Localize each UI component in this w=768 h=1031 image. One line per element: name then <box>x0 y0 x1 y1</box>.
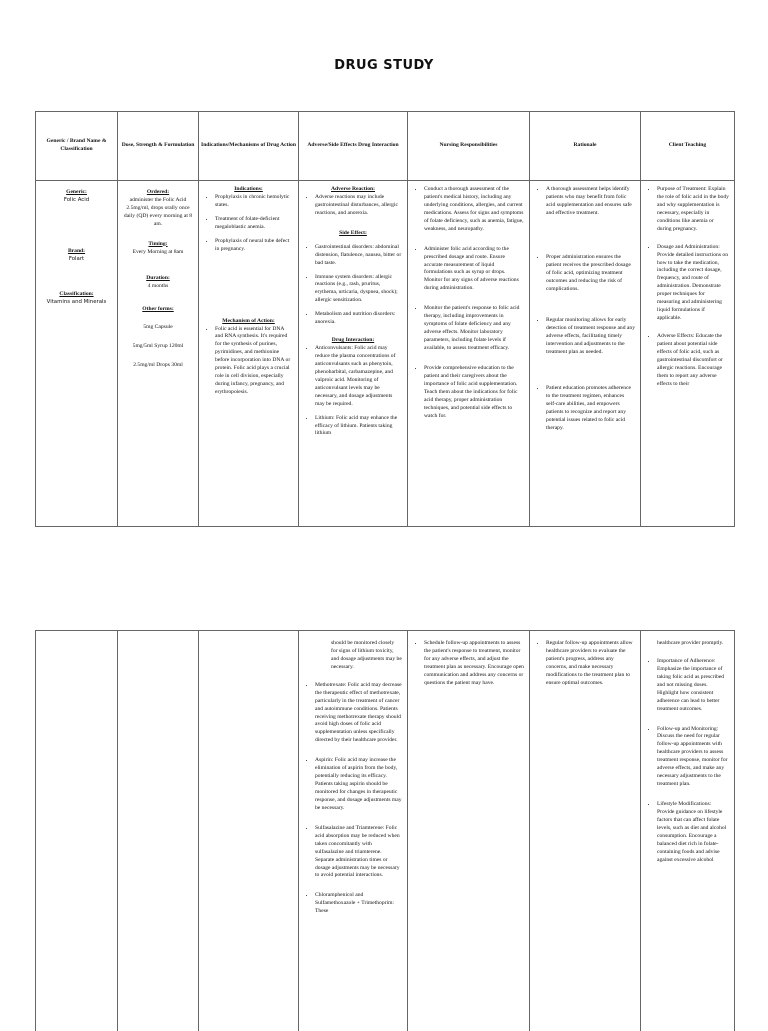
list-item: • Regular monitoring allows for early detection of treatment response and any adverse effects, facilitating timely intervention and adjustments to the treatment plan as needed. <box>546 317 635 357</box>
header-indications: Indications/Mechanisms of Drug Action <box>199 112 299 181</box>
cell-generic <box>36 181 118 527</box>
classification-value: Vitamins and Minerals <box>47 299 107 305</box>
list-item: • Chloramphenicol and Sulfamethoxazole + Trimethoprim: These <box>315 892 402 916</box>
list-item: • Conduct a thorough assessment of the patient's medical history, including any underlying conditions, allergies, and current medications. Assess for signs and symptoms of folate deficiency, such as anemia, fatigue, weakness, and neuropathy. <box>424 186 524 234</box>
list-item: • Monitor the patient's response to folic acid therapy, including improvements in symptoms of folate deficiency and any adverse effects. Monitor laboratory parameters, including folate levels if available, to assess treatment efficacy. <box>424 305 524 353</box>
form-item: 5mg Capsule <box>123 324 193 332</box>
list-item: • Purpose of Treatment: Explain the role of folic acid in the body and why supplementation is necessary, especially in conditions like anemia or during pregnancy. <box>657 186 729 234</box>
header-rationale: Rationale <box>530 112 641 181</box>
list-item: • Dosage and Administration: Provide detailed instructions on how to take the medication, including the correct dosage, frequency, and route of administration. Demonstrate proper techniques for measuring and administering liquid formulations if applicable. <box>657 244 729 323</box>
cell-rationale <box>530 181 641 527</box>
list-item: • Metabolism and nutrition disorders: anorexia. <box>315 311 402 327</box>
cell-dose <box>118 181 199 527</box>
side-effect-label: Side Effect: <box>304 230 402 238</box>
list-item: • Lifestyle Modifications: Provide guidance on lifestyle factors that can affect folate levels, such as diet and alcohol consumption. Encourage a balanced diet rich in folate-containing foods and advise against excessive alcohol <box>657 801 729 865</box>
header-generic: Generic / Brand Name & Classification <box>36 112 118 181</box>
cell-rationale <box>530 631 641 1031</box>
classification-label: Classification: <box>41 291 112 299</box>
list-item: • Anticonvulsants: Folic acid may reduce the plasma concentrations of anticonvulsants such as phenytoin, phenobarbital, carbamazepine, and valproic acid. Monitoring of anticonvulsant levels may be necessary, and dosage adjustments may be required. <box>315 345 402 409</box>
list-item: • Methotrexate: Folic acid may decrease the therapeutic effect of methotrexate, particularly in the treatment of cancer and autoimmune conditions. Patients receiving methotrexate therapy should avoid high doses of folic acid supplementation unless specifically directed by their healthcare provider. <box>315 682 402 746</box>
list-item: • Gastrointestinal disorders: abdominal distension, flatulence, nausea, bitter or bad taste. <box>315 244 402 268</box>
cell-client-teaching <box>641 181 735 527</box>
list-item: • Treatment of folate-deficient megaloblastic anemia. <box>215 216 293 232</box>
cell-dose <box>118 631 199 1031</box>
continued-text: should be monitored closely for signs of lithium toxicity, and dosage adjustments may be necessary. <box>304 640 402 672</box>
cell-nursing <box>408 181 530 527</box>
brand-label: Brand: <box>41 248 112 256</box>
other-forms-label: Other forms: <box>123 306 193 314</box>
timing-value: Every Morning at 8am <box>133 249 184 255</box>
cell-adverse <box>299 181 408 527</box>
list-item: • Prophylaxis in chronic hemolytic states. <box>215 194 293 210</box>
continued-text: healthcare provider promptly. <box>646 640 729 648</box>
adverse-label: Adverse Reaction: <box>304 186 402 194</box>
cell-generic <box>36 631 118 1031</box>
generic-label: Generic: <box>41 189 112 197</box>
list-item: • Administer folic acid according to the prescribed dosage and route. Ensure accurate measurement of liquid formulations such as syrup or drops. Monitor for any signs of adverse reactions during administration. <box>424 246 524 294</box>
form-item: 5mg/5ml Syrup 120ml <box>123 343 193 351</box>
cell-nursing <box>408 631 530 1031</box>
form-item: 2.5mg/ml Drops 30ml <box>123 362 193 370</box>
list-item: • Provide comprehensive education to the patient and their caregivers about the importance of folic acid supplementation. Teach them about the indications for folic acid therapy, proper administration techniques, and potential side effects to watch for. <box>424 365 524 421</box>
cell-indications <box>199 181 299 527</box>
brand-value: Folart <box>69 256 84 262</box>
cell-indications <box>199 631 299 1031</box>
cell-client-teaching <box>641 631 735 1031</box>
header-row <box>36 112 735 181</box>
page-title: DRUG STUDY <box>0 58 768 73</box>
timing-label: Timing: <box>123 241 193 249</box>
list-item: • Schedule follow-up appointments to assess the patient's response to treatment, monitor for any adverse effects, and adjust the treatment plan as necessary. Encourage open communication and address any concerns or questions the patient may have. <box>424 640 524 688</box>
list-item: • Prophylaxis of neural tube defect in pregnancy. <box>215 238 293 254</box>
header-dose: Dose, Strength & Formulation <box>118 112 199 181</box>
drug-study-table-continued <box>35 630 735 1031</box>
ordered-value: administer the Folic Acid 2.5mg/ml, drops orally once daily (QD) every morning at 8 am. <box>124 197 192 227</box>
list-item: • Adverse reactions may include gastrointestinal disturbances, allergic reactions, and anorexia. <box>315 194 402 218</box>
duration-label: Duration: <box>123 275 193 283</box>
drug-study-table <box>35 111 735 527</box>
list-item: • Sulfasalazine and Triamterene: Folic acid absorption may be reduced when taken concomitantly with sulfasalazine and triamterene. Separate administration times or dosage adjustments may be necessary to avoid potential interactions. <box>315 825 402 881</box>
list-item: • Patient education promotes adherence to the treatment regimen, enhances self-care abilities, and empowers patients to recognize and report any potential issues related to folic acid therapy. <box>546 385 635 433</box>
header-client-teaching: Client Teaching <box>641 112 735 181</box>
cell-adverse <box>299 631 408 1031</box>
list-item: • Lithium: Folic acid may enhance the efficacy of lithium. Patients taking lithium <box>315 415 402 439</box>
list-item: • A thorough assessment helps identify patients who may benefit from folic acid supplementation and ensures safe and effective treatment. <box>546 186 635 218</box>
mechanism-label: Mechanism of Action: <box>204 318 293 326</box>
ordered-label: Ordered: <box>123 189 193 197</box>
duration-value: 4 months <box>148 283 169 289</box>
list-item: • Regular follow-up appointments allow healthcare providers to evaluate the patient's progress, address any concerns, and make necessary modifications to the treatment plan to ensure optimal outcomes. <box>546 640 635 688</box>
drug-interaction-label: Drug Interaction: <box>304 337 402 345</box>
list-item: • Immune system disorders: allergic reactions (e.g., rash, pruritus, erythema, urticaria, dyspnea, shock); allergic sensitization. <box>315 274 402 306</box>
list-item: • Adverse Effects: Educate the patient about potential side effects of folic acid, such as gastrointestinal discomfort or allergic reactions. Encourage them to report any adverse effects to their <box>657 333 729 389</box>
list-item: • Follow-up and Monitoring: Discuss the need for regular follow-up appointments with healthcare providers to assess treatment response, monitor for adverse effects, and make any necessary adjustments to the treatment plan. <box>657 726 729 790</box>
indications-label: Indications: <box>204 186 293 194</box>
list-item: • Aspirin: Folic acid may increase the elimination of aspirin from the body, potentially reducing its efficacy. Patients taking aspirin should be monitored for changes in therapeutic response, and dosage adjustments may be necessary. <box>315 757 402 813</box>
list-item: • Importance of Adherence: Emphasize the importance of taking folic acid as prescribed and not missing doses. Highlight how consistent adherence can lead to better treatment outcomes. <box>657 658 729 714</box>
list-item: • Proper administration ensures the patient receives the prescribed dosage of folic acid, optimizing treatment outcomes and reducing the risk of complications. <box>546 254 635 294</box>
list-item: • Folic acid is essential for DNA and RNA synthesis. It's required for the synthesis of purines, pyrimidines, and methionine before incorporation into DNA or protein. Folic acid plays a crucial role in cell division, especially during infancy, pregnancy, and erythropoiesis. <box>215 326 293 397</box>
table-row <box>36 181 735 527</box>
table-row <box>36 631 735 1031</box>
header-adverse: Adverse/Side Effects Drug Interaction <box>299 112 408 181</box>
header-nursing: Nursing Responsibilities <box>408 112 530 181</box>
generic-value: Folic Acid <box>64 197 89 203</box>
